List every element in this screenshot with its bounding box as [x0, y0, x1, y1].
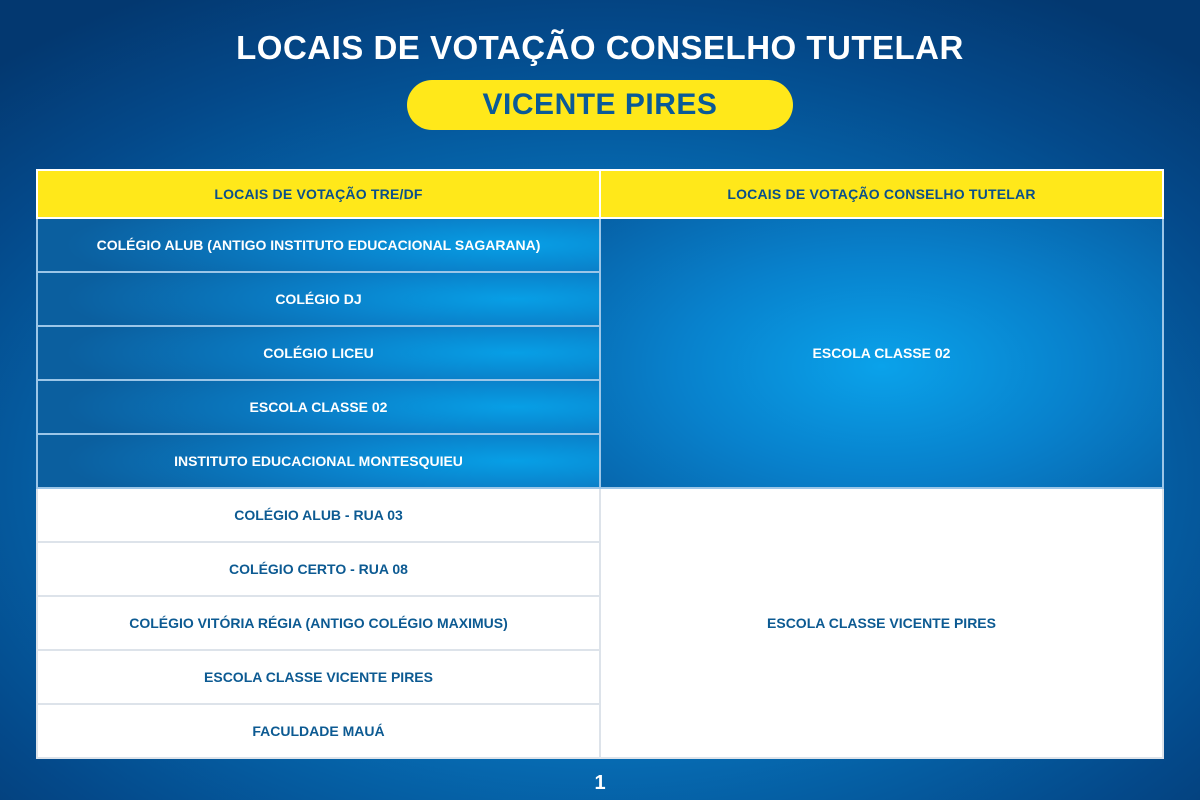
tre-location-cell: ESCOLA CLASSE VICENTE PIRES — [37, 650, 600, 704]
column-header-tre: LOCAIS DE VOTAÇÃO TRE/DF — [37, 170, 600, 218]
region-badge: VICENTE PIRES — [407, 80, 793, 130]
tre-location-cell: COLÉGIO LICEU — [37, 326, 600, 380]
table-row — [37, 488, 1163, 542]
tre-location-cell: ESCOLA CLASSE 02 — [37, 380, 600, 434]
tre-location-cell: COLÉGIO VITÓRIA RÉGIA (ANTIGO COLÉGIO MAXIMUS) — [37, 596, 600, 650]
conselho-location-cell: ESCOLA CLASSE VICENTE PIRES — [600, 488, 1163, 758]
page-title: LOCAIS DE VOTAÇÃO CONSELHO TUTELAR — [236, 29, 964, 66]
tre-location-cell: COLÉGIO ALUB (ANTIGO INSTITUTO EDUCACIONAL SAGARANA) — [37, 218, 600, 272]
conselho-location-cell: ESCOLA CLASSE 02 — [600, 218, 1163, 488]
tre-location-cell: COLÉGIO DJ — [37, 272, 600, 326]
column-header-conselho: LOCAIS DE VOTAÇÃO CONSELHO TUTELAR — [600, 170, 1163, 218]
table-header-row — [37, 170, 1163, 218]
voting-locations-table-container — [36, 169, 1164, 753]
tre-location-cell: FACULDADE MAUÁ — [37, 704, 600, 758]
voting-locations-table — [36, 169, 1164, 759]
tre-location-cell: COLÉGIO CERTO - RUA 08 — [37, 542, 600, 596]
tre-location-cell: COLÉGIO ALUB - RUA 03 — [37, 488, 600, 542]
table-row — [37, 218, 1163, 272]
page-number: 1 — [594, 772, 606, 794]
tre-location-cell: INSTITUTO EDUCACIONAL MONTESQUIEU — [37, 434, 600, 488]
